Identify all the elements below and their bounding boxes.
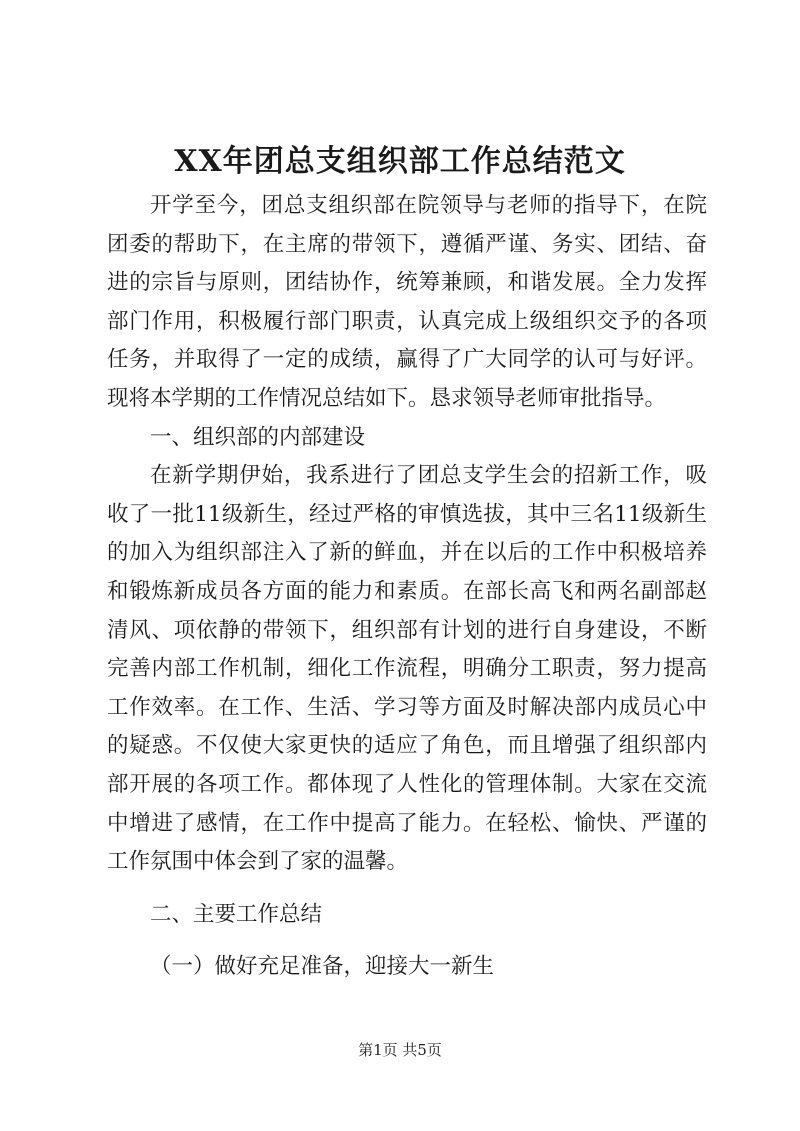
document-title: XX年团总支组织部工作总结范文 <box>174 144 626 179</box>
document-body <box>107 187 707 987</box>
section-heading-main-work: 二、主要工作总结 <box>150 901 323 927</box>
page-number-footer: 第1页 共5页 <box>358 1041 442 1059</box>
section-heading-internal-construction: 一、组织部的内部建设 <box>150 424 366 450</box>
subsection-heading-welcome-freshmen: （一）做好充足准备，迎接大一新生 <box>150 954 495 980</box>
internal-construction-paragraph: 在新学期伊始，我系进行了团总支学生会的招新工作，吸收了一批11级新生，经过严格的审慎选拔，其中三名11级新生的加入为组织部注入了新的鲜血，并在以后的工作中积极培养和锻炼新成员各方面的能力和素质。在部长高飞和两名副部赵清风、项依静的带领下，组织部有计划的进行自身建设，不断完善内部工作机制，细化工作流程，明确分工职责，努力提高工作效率。在工作、生活、学习等方面及时解决部内成员心中的疑惑。不仅使大家更快的适应了角色，而且增强了组织部内部开展的各项工作。都体现了人性化的管理体制。大家在交流中增进了感情，在工作中提高了能力。在轻松、愉快、严谨的工作氛围中体会到了家的温馨。 <box>107 463 707 875</box>
intro-paragraph: 开学至今，团总支组织部在院领导与老师的指导下，在院团委的帮助下，在主席的带领下，遵循严谨、务实、团结、奋进的宗旨与原则，团结协作，统筹兼顾，和谐发展。全力发挥部门作用，积极履行部门职责，认真完成上级组织交予的各项任务，并取得了一定的成绩，赢得了广大同学的认可与好评。现将本学期的工作情况总结如下。恳求领导老师审批指导。 <box>107 193 707 411</box>
